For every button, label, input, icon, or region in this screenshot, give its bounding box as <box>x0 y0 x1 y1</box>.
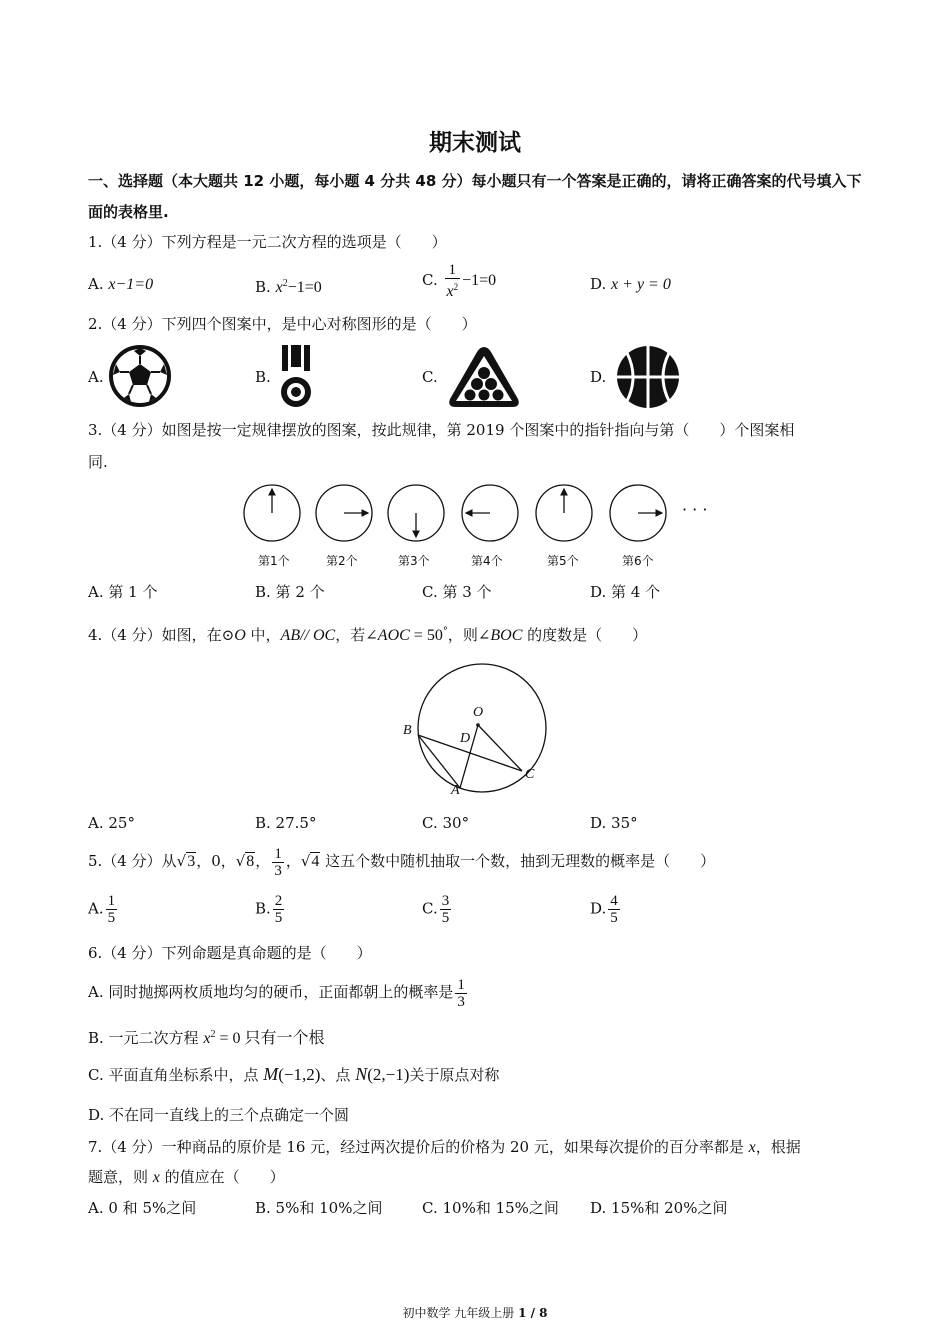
q5-option-b[interactable] <box>255 893 286 926</box>
q6-option-b[interactable] <box>88 1024 324 1050</box>
fraction-numerator: 3 <box>441 893 450 909</box>
option-expression: x−1=0 <box>108 276 154 293</box>
point-n: N <box>355 1064 368 1084</box>
dial-caption-3: 第3个 <box>398 554 430 568</box>
dial-caption-6: 第6个 <box>622 554 654 568</box>
dial-caption-4: 第4个 <box>471 554 503 568</box>
circle-name: O <box>234 627 246 644</box>
option-text: = 0 只有一个根 <box>215 1030 325 1047</box>
q7-stem-line1 <box>88 1136 801 1159</box>
option-text: 、点 <box>320 1066 356 1084</box>
point-n-coords: (2,−1) <box>367 1065 410 1084</box>
section-heading: 一、选择题（本大题共 12 小题，每小题 4 分共 48 分）每小题只有一个答案是正确的，请将正确答案的代号填入下面的表格里. <box>88 172 862 221</box>
option-label: C. <box>422 899 438 918</box>
dial-3 <box>388 485 444 541</box>
dial-6 <box>610 485 666 541</box>
q1-option-d[interactable] <box>590 273 671 296</box>
option-label: C. <box>422 271 438 289</box>
angle-aoc: AOC <box>377 627 410 644</box>
q3-option-d[interactable]: D. 第 4 个 <box>590 583 661 601</box>
q1-stem: 1.（4 分）下列方程是一元二次方程的选项是（ ） <box>88 233 447 251</box>
q4-option-d[interactable]: D. 35° <box>590 814 638 832</box>
option-text: C. 平面直角坐标系中，点 <box>88 1066 264 1084</box>
q2-option-b[interactable]: B. <box>255 368 271 386</box>
dial-5 <box>536 485 592 541</box>
option-text: B. 一元二次方程 <box>88 1029 204 1047</box>
q3-option-c[interactable]: C. 第 3 个 <box>422 583 492 601</box>
fraction-denominator: 5 <box>610 910 618 926</box>
dial-1 <box>244 485 300 541</box>
angle-value: = 50 <box>409 627 443 644</box>
dial-2 <box>316 485 372 541</box>
q1-option-c[interactable] <box>422 262 496 300</box>
stem-text: ，根据 <box>755 1138 801 1156</box>
q2-stem: 2.（4 分）下列四个图案中，是中心对称图形的是（ ） <box>88 315 477 333</box>
stem-text: ，则∠ <box>447 626 491 644</box>
option-expression: −1=0 <box>287 279 322 296</box>
option-variable: x <box>275 279 283 296</box>
option-label: B. <box>255 899 271 918</box>
q7-option-b[interactable]: B. 5%和 10%之间 <box>255 1199 383 1217</box>
q6-option-d[interactable]: D. 不在同一直线上的三个点确定一个圆 <box>88 1106 350 1124</box>
radicand-8: 8 <box>246 853 255 870</box>
radicand-3: 3 <box>187 853 196 870</box>
page-footer <box>0 1304 950 1321</box>
fraction-numerator: 1 <box>274 845 282 862</box>
stem-text: 的值应在（ ） <box>159 1168 285 1186</box>
q7-option-d[interactable]: D. 15%和 20%之间 <box>590 1199 728 1217</box>
parallel-condition: AB// OC <box>280 627 336 644</box>
basketball-icon <box>615 344 681 410</box>
fraction-denominator: 3 <box>274 862 282 879</box>
q4-option-c[interactable]: C. 30° <box>422 814 470 832</box>
point-label-o: O <box>473 705 484 720</box>
stem-text: 4.（4 分）如图，在⊙ <box>88 626 235 644</box>
footer-text: 初中数学 九年级上册 <box>402 1306 519 1320</box>
q5-option-c[interactable] <box>422 893 453 926</box>
stem-text: 题意，则 <box>88 1168 153 1186</box>
q6-stem: 6.（4 分）下列命题是真命题的是（ ） <box>88 944 372 962</box>
option-text: 关于原点对称 <box>409 1066 500 1084</box>
variable-x: x <box>748 1139 756 1156</box>
dial-4 <box>462 485 518 541</box>
stem-text: 5.（4 分）从 <box>88 852 177 870</box>
dial-caption-5: 第5个 <box>547 554 579 568</box>
q3-stem-line2: 同. <box>88 453 108 471</box>
q6-option-a[interactable] <box>88 972 469 1012</box>
dial-caption-1: 第1个 <box>258 554 290 568</box>
q2-option-a[interactable]: A. <box>88 368 104 386</box>
q5-option-d[interactable] <box>590 893 622 926</box>
stem-text: 这五个数中随机抽取一个数，抽到无理数的概率是（ ） <box>320 852 716 870</box>
q1-option-a[interactable] <box>88 273 153 296</box>
option-label: D. <box>590 899 607 918</box>
variable-x: x <box>203 1030 211 1047</box>
variable-x: x <box>152 1169 160 1186</box>
fraction-denominator: 5 <box>441 910 450 926</box>
option-expression: −1=0 <box>462 272 497 289</box>
fraction-numerator: 1 <box>107 893 116 909</box>
page-title: 期末测试 <box>429 130 521 156</box>
page-number: 1 / 8 <box>518 1306 548 1320</box>
q4-option-b[interactable]: B. 27.5° <box>255 814 317 832</box>
stem-text: ， <box>255 852 271 870</box>
dial-caption-2: 第2个 <box>326 554 358 568</box>
q3-option-b[interactable]: B. 第 2 个 <box>255 583 325 601</box>
exponent: 2 <box>210 1029 216 1040</box>
stem-text: 中， <box>245 626 281 644</box>
q5-stem: 5.（4 分）从√3，0，√8， $\frac{1}{3}$ ，√4 这五个数中随机抽取一个数，抽到无理数的概率是（ ） <box>88 845 716 879</box>
fraction-denominator: 3 <box>457 993 465 1010</box>
point-label-d: D <box>460 731 471 746</box>
q3-stem-line1: 3.（4 分）如图是按一定规律摆放的图案，按此规律，第 2019 个图案中的指针指向与第（ ）个图案相 <box>88 421 795 439</box>
radicand-4: 4 <box>311 853 320 870</box>
point-label-c: C <box>525 767 535 782</box>
fraction-numerator: 1 <box>457 976 465 993</box>
option-expression: x + y = 0 <box>611 276 671 293</box>
q5-option-a[interactable] <box>88 893 119 926</box>
fraction-numerator: 4 <box>610 893 618 909</box>
option-label: A. <box>88 275 104 293</box>
angle-boc: BOC <box>490 627 523 644</box>
fraction-numerator: 1 <box>445 262 461 279</box>
medal-icon <box>274 343 318 411</box>
q4-stem <box>88 621 647 647</box>
option-label: B. <box>255 278 271 296</box>
point-label-a: A <box>451 783 460 798</box>
stem-text: ，若∠ <box>335 626 378 644</box>
q1-option-b[interactable] <box>255 273 322 299</box>
q3-option-a[interactable]: A. 第 1 个 <box>88 583 158 601</box>
soccer-ball-icon <box>108 344 172 408</box>
q6-option-c[interactable] <box>88 1063 499 1086</box>
pointer-sequence-figure <box>238 480 718 544</box>
q2-option-c[interactable]: C. <box>422 368 438 386</box>
q7-option-c[interactable]: C. 10%和 15%之间 <box>422 1199 559 1217</box>
fraction-numerator: 2 <box>274 893 283 909</box>
exponent: 2 <box>453 282 459 292</box>
sequence-ellipsis: · · · <box>682 500 708 519</box>
stem-text: ，0， <box>196 852 236 870</box>
point-m: M <box>263 1064 279 1084</box>
stem-text: 的度数是（ ） <box>522 626 648 644</box>
stem-text: ， <box>285 852 301 870</box>
point-m-coords: (−1,2) <box>278 1065 321 1084</box>
point-label-b: B <box>403 723 412 738</box>
billiard-rack-icon <box>444 343 524 411</box>
option-label: D. <box>590 275 607 293</box>
q2-option-d[interactable]: D. <box>590 368 607 386</box>
degree-sign: ° <box>442 626 448 637</box>
exponent: 2 <box>282 278 288 289</box>
q7-stem-line2 <box>88 1166 285 1189</box>
fraction-denominator: 5 <box>274 910 283 926</box>
fraction-denominator: x <box>446 283 454 300</box>
option-text: A. 同时抛掷两枚质地均匀的硬币，正面都朝上的概率是 <box>88 983 454 1001</box>
q7-option-a[interactable]: A. 0 和 5%之间 <box>88 1199 197 1217</box>
q4-option-a[interactable]: A. 25° <box>88 814 135 832</box>
fraction-denominator: 5 <box>107 910 116 926</box>
option-label: A. <box>88 899 104 918</box>
stem-text: 7.（4 分）一种商品的原价是 16 元，经过两次提价后的价格为 20 元，如果每次提价的百分率都是 <box>88 1138 749 1156</box>
